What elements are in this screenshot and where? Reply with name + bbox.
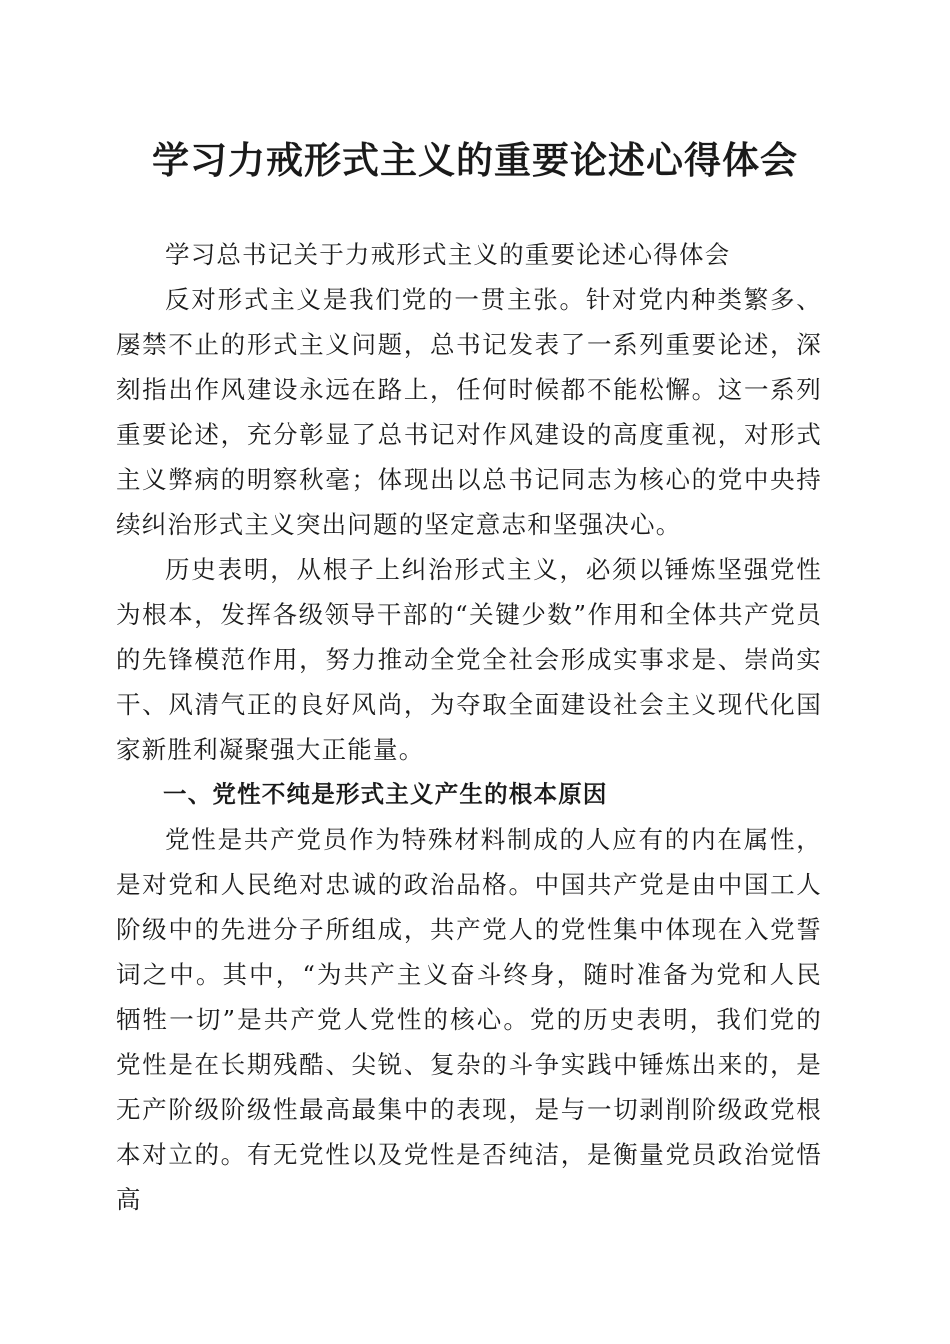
- document-body: [116, 232, 822, 1222]
- paragraph-party-spirit: 党性是共产党员作为特殊材料制成的人应有的内在属性，是对党和人民绝对忠诚的政治品格。中国共产党是由中国工人阶级中的先进分子所组成，共产党人的党性集中体现在入党誓词之中。其中，“为共产主义奋斗终身，随时准备为党和人民牺牲一切”是共产党人党性的核心。党的历史表明，我们党的党性是在长期残酷、尖锐、复杂的斗争实践中锤炼出来的，是无产阶级阶级性最高最集中的表现，是与一切剥削阶级政党根本对立的。有无党性以及党性是否纯洁，是衡量党员政治觉悟高: [116, 825, 822, 1214]
- paragraph-history: 历史表明，从根子上纠治形式主义，必须以锤炼坚强党性为根本，发挥各级领导干部的“关键少数”作用和全体共产党员的先锋模范作用，努力推动全党全社会形成实事求是、崇尚实干、风清气正的良好风尚，为夺取全面建设社会主义现代化国家新胜利凝聚强大正能量。: [116, 555, 822, 764]
- section-heading-1: 一、党性不纯是形式主义产生的根本原因: [163, 780, 608, 808]
- page-title: 学习力戒形式主义的重要论述心得体会: [152, 138, 798, 182]
- paragraph-intro: 反对形式主义是我们党的一贯主张。针对党内种类繁多、屡禁不止的形式主义问题，总书记发表了一系列重要论述，深刻指出作风建设永远在路上，任何时候都不能松懈。这一系列重要论述，充分彰显了总书记对作风建设的高度重视，对形式主义弊病的明察秋毫；体现出以总书记同志为核心的党中央持续纠治形式主义突出问题的坚定意志和坚强决心。: [116, 285, 822, 539]
- paragraph-subtitle: 学习总书记关于力戒形式主义的重要论述心得体会: [165, 240, 731, 269]
